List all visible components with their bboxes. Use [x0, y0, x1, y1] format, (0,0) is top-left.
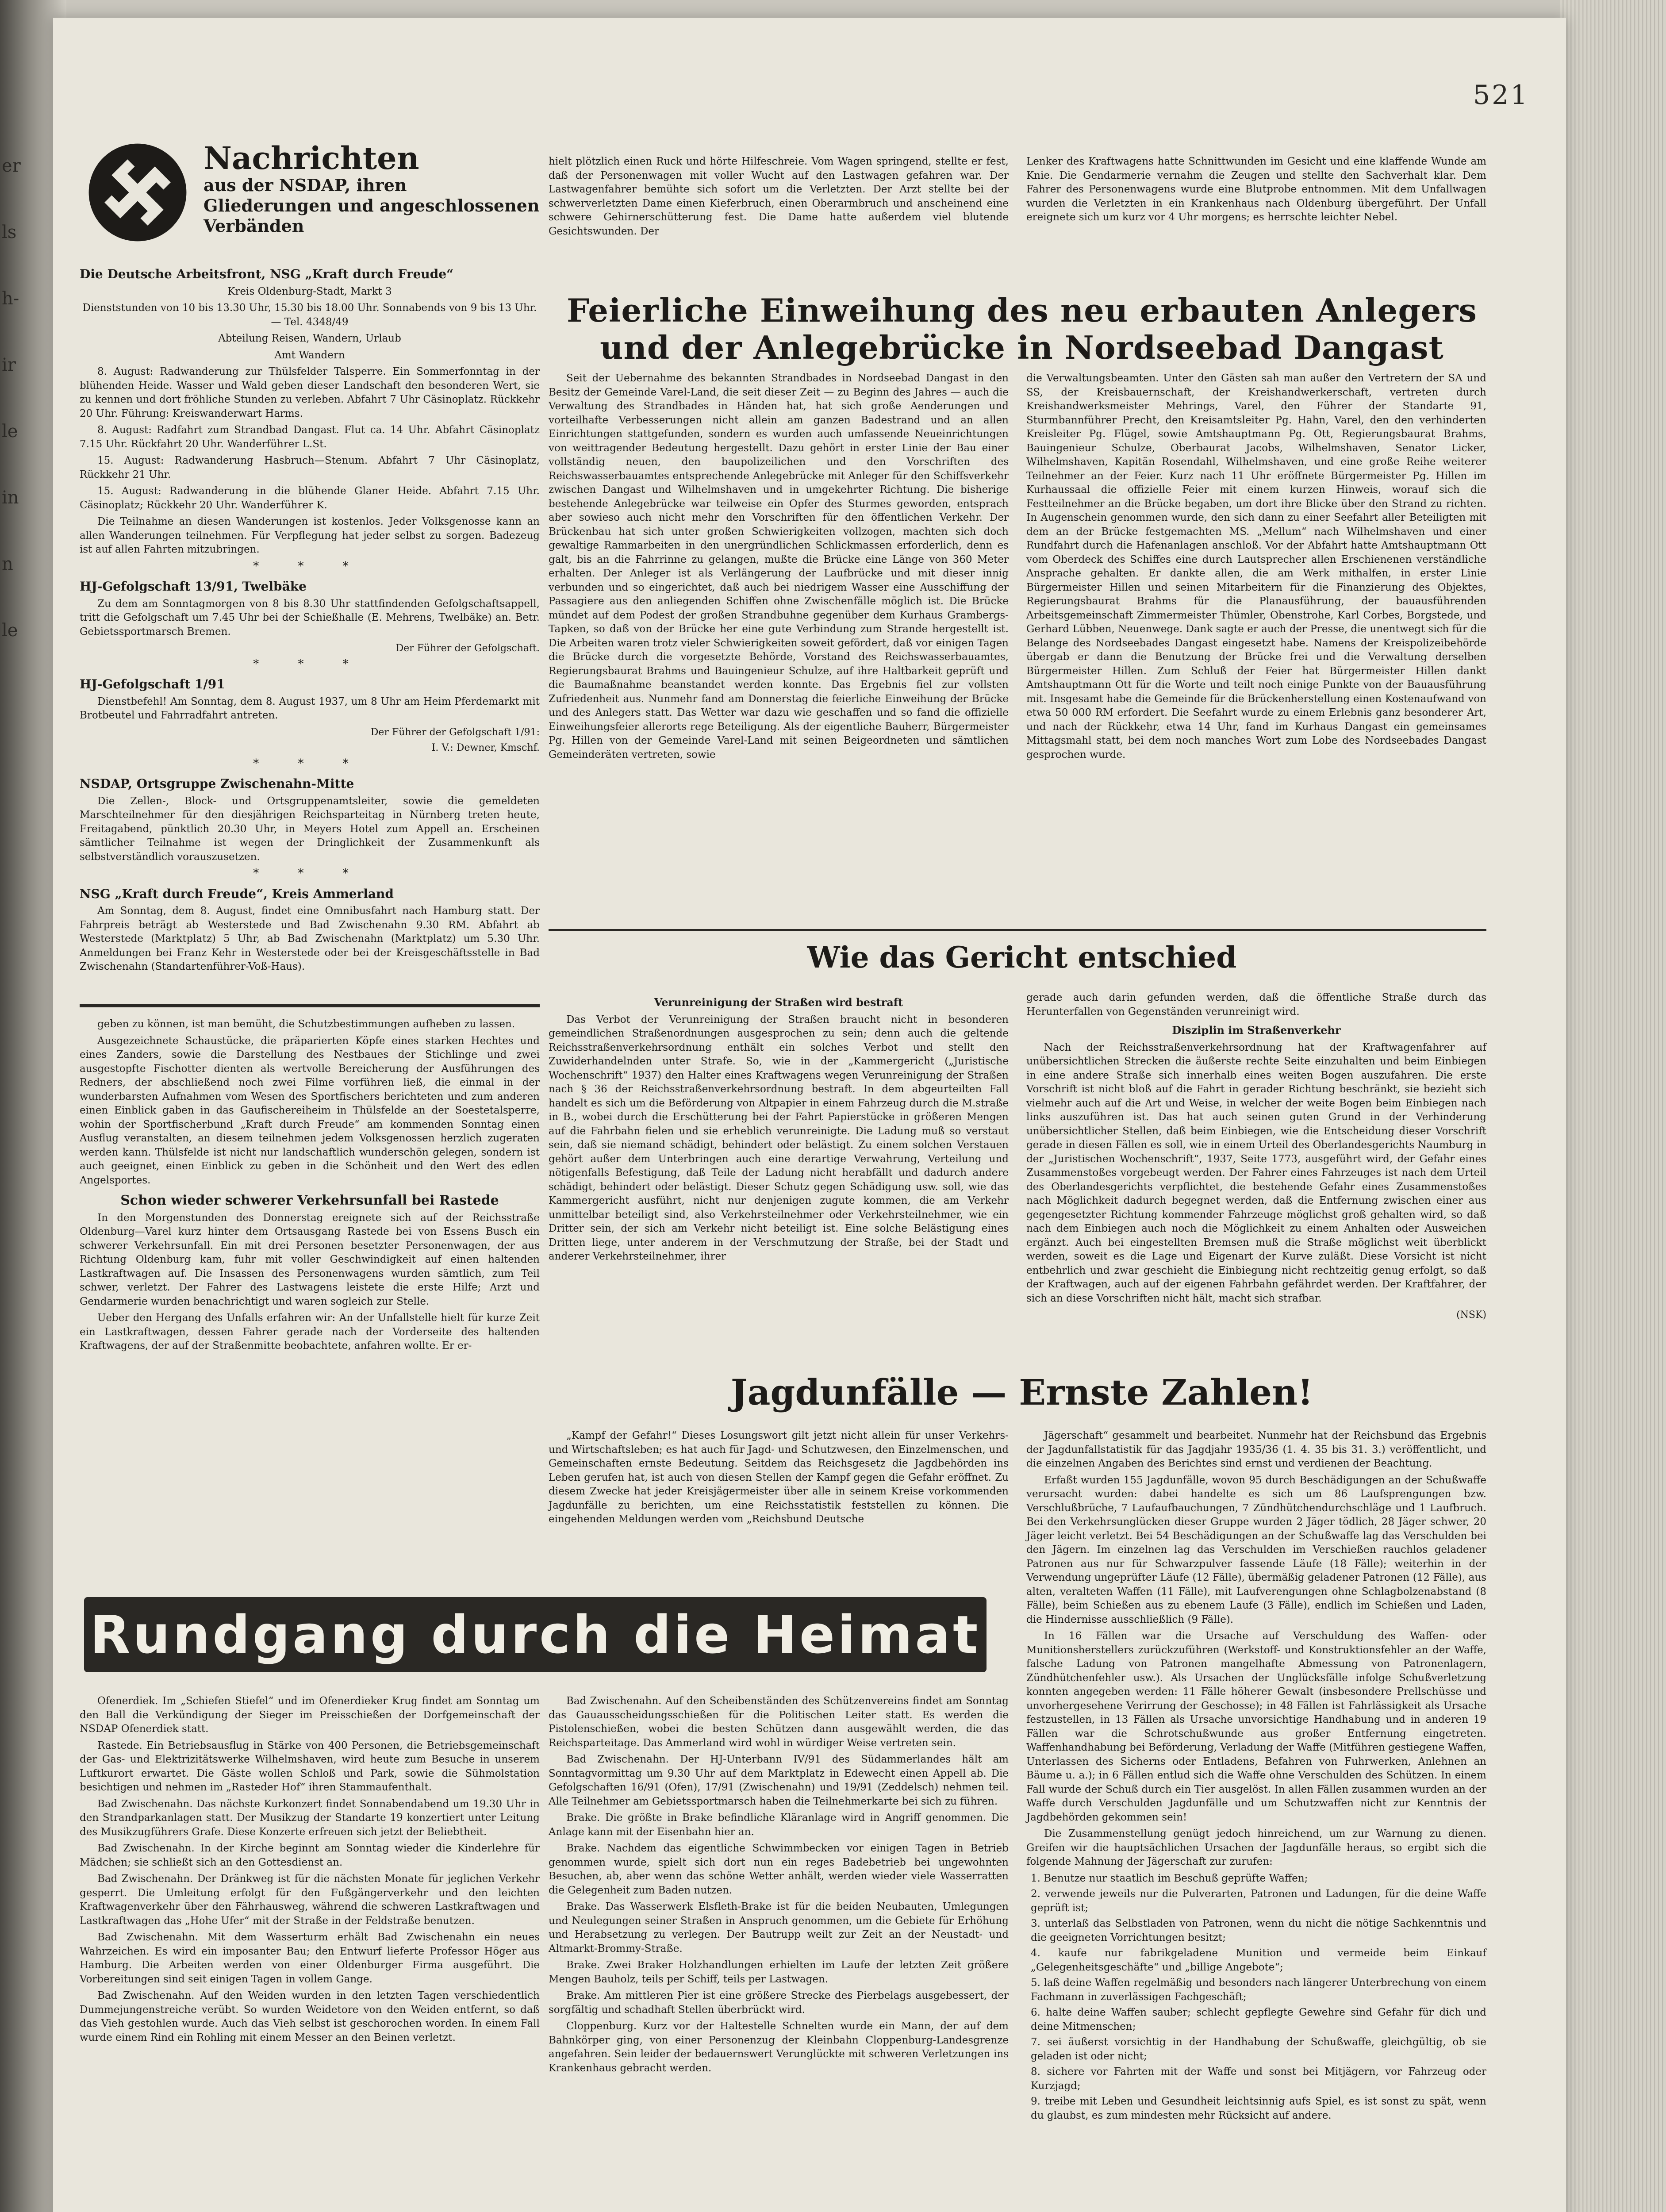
daf-item: 8. August: Radfahrt zum Strandbad Dangast. Flut ca. 14 Uhr. Abfahrt Cäsinoplatz 7.15 Uhr. Rückfahrt 20 Uhr. Wanderführer L.St.	[80, 424, 540, 450]
separator-stars: * * *	[253, 559, 366, 573]
heimat-item: Bad Zwischenahn. Auf den Weiden wurden in den letzten Tagen verschiedentlich Dummejungenstreiche verübt. So wurden Weidetore von den Weiden entfernt, so daß das Vieh gestohlen wurde. Auch das Vieh selbst ist geschorochen worden. In einem Fall wurde einem Rind ein Rohling mit einem Messer an den Beinen verletzt.	[80, 1990, 540, 2043]
heimat-item: Brake. Nachdem das eigentliche Schwimmbecken vor einigen Tagen in Betrieb genommen wurde, spielt sich dort nun ein reges Badebetrieb bei ungewohnten Besuchen, ab, aber wenn das schöne Wetter anhält, werden wieder viele Wasserratten die Gelegenheit zum Baden nutzen.	[549, 1843, 1009, 1896]
dangast-col2-text: die Verwaltungsbeamten. Unter den Gästen sah man außer den Vertretern der SA und SS, der Kreisbauernschaft, der Kreishandwerkerschaft, vertreten durch Kreishandwerksmeister Mehrings, Varel, den Führer der Standarte 91, Sturmbannführer Precht, den Kreisamtsleiter Pg. Hahn, Varel, den den verhinderten Kreisleiter Pg. Flügel, sowie Amtshauptmann Pg. Ott, Regierungsbaurat Brahms, Bauingenieur Schulze, Oberbaurat Jacobs, Wilhelmshaven, Senator Licker, Wilhelmshaven, Kapitän Rosendahl, Wilhelmshaven, und eine große Reihe weiterer Teilnehmer an der Feier. Kurz nach 11 Uhr eröffnete Bürgermeister Pg. Hillen im Kurhaussaal die offizielle Feier mit einem kurzen Hinweis, worauf sich die Festteilnehmer an die Brücke begaben, um dort ihre Blicke über den Strand zu richten. In Augenschein genommen wurde, den sich dann zu einer Seefahrt aller Beteiligten mit dem an der Brücke festgemachten MS. „Mellum“ nach Wilhelmshaven und einer Rundfahrt durch die Hafenanlagen anschloß. Vor der Abfahrt hatte Amtshauptmann Ott vom Oberdeck des Schiffes eine durch Lautsprecher allen Erschienenen verständliche Ansprache gehalten. Er dankte allen, die am Werk mithalfen, in erster Linie Bürgermeister Hillen und seinen Mitarbeitern für die Finanzierung des Objektes, Regierungsbaurat Brahms für die Planausführung, der bauausführenden Arbeitsgemeinschaft Zimmermeister Thümler, Obenstrohe, Karl Corbes, Borgstede, und Gerhard Lübben, Neuenwege. Dank sagte er auch der Presse, die unentwegt sich für die Belange des Nordseebades Dangast eingesetzt habe. Namens der Kreispolizeibehörde übergab er dann die Benutzung der Brücke frei und die Verwaltung derselben Bürgermeister Hillen. Zum Schluß der Feier hat Bürgermeister Hillen dankt Amtshauptmann Ott für die Worte und teilt noch einige Punkte von der Bauausführung mit. Insgesamt habe die Gemeinde für die Brückenherstellung einen Kostenaufwand von etwa 50 000 RM erfordert. Die Seefahrt wurde zu einem Erlebnis ganz besonderer Art, und nach der Rückkehr, etwa 14 Uhr, fand im Kurhaus Dangast ein gemeinsames Mittagsmahl statt, bei dem noch manches Wort zum Lobe des Nordseebades Dangast gesprochen wurde.	[1026, 373, 1486, 760]
jagd-warning-item: 3. unterlaß das Selbstladen von Patronen, wenn du nicht die nötige Sachkenntnis und die geeigneten Vorrichtungen besitzt;	[1031, 1918, 1486, 1943]
dangast-col1-text: Seit der Uebernahme des bekannten Strandbades in Nordseebad Dangast in den Besitz der Gemeinde Varel-Land, die seit dieser Zeit — zu Beginn des Jahres — auch die Verwaltung des Strandbades in Händen hat, hat sich große Aenderungen und vorteilhafte Verbesserungen nicht allein am ganzen Badestrand und an allen Einrichtungen stattgefunden, sondern es wurden auch umfassende Neueinrichtungen von weittragender Bedeutung hergestellt. Dazu gehört in erster Linie der Bau einer vollständig neuen, den baupolizeilichen und den Vorschriften des Reichswasserbauamtes entsprechende Anlegebrücke mit Anleger für den Schiffsverkehr zwischen Dangast und Wilhelmshaven und in umgekehrter Richtung. Die bisherige bestehende Anlegebrücke war teilweise ein Opfer des Sturmes geworden, entsprach aber sowieso auch nicht mehr den Vorschriften für den öffentlichen Verkehr. Der Brückenbau hat sich unter großen Schwierigkeiten vollzogen, machten sich doch gewaltige Rammarbeiten in den unergründlichen Schlickmassen erforderlich, denn es galt, bis an die Fahrrinne zu gelangen, mußte die Brücke eine Länge von 360 Meter erhalten. Der Anleger ist als Verlängerung der Laufbrücke und mit dieser innig verbunden und so eingerichtet, daß auch bei niedrigem Wasser eine Ausschiffung der Passagiere aus den anliegenden Schiffen ohne Zwischenfälle möglich ist. Die Brücke mündet auf dem Podest der großen Strandbuhne gegenüber dem Kurhaus Grambergs-Tapken, so daß von der Brücke her eine gute Verbindung zum Strande hergestellt ist. Die Arbeiten waren trotz vieler Schwierigkeiten soweit gefördert, daß vor einigen Tagen die Brücke durch die vorgesetzte Behörde, Vorstand des Reichswasserbauamtes, Regierungsbaurat Brahms und Bauingenieur Schulze, auf ihre Haltbarkeit geprüft und die Baumaßnahme beanstandet werden konnte. Das Ergebnis fiel zur vollsten Zufriedenheit aus. Nunmehr fand am Donnerstag die feierliche Einweihung der Brücke und des Anlegers statt. Das Wetter war dazu wie geschaffen und so fand die offizielle Einweihungsfeier allerorts rege Beteiligung. Als der eigentliche Bauherr, Bürgermeister Pg. Hillen von der Gemeinde Varel-Land mit seinen Beigeordneten und sämtlichen Gemeinderäten vertreten, sowie	[549, 373, 1009, 760]
dangast-column-1	[549, 372, 1009, 764]
gericht-subheading-1: Verunreinigung der Straßen wird bestraft	[654, 996, 903, 1009]
hj1-signature: Der Führer der Gefolgschaft.	[395, 643, 540, 654]
gutter-letter: er	[2, 156, 21, 176]
gericht-column-1	[549, 991, 1009, 1267]
hj2-signature-deputy: I. V.: Dewner, Kmschf.	[431, 742, 540, 753]
jagd-paragraph: Erfaßt wurden 155 Jagdunfälle, wovon 95 durch Beschädigungen an der Schußwaffe verursacht wurden: dabei handelte es sich um 86 Laufsprengungen bzw. Verschlußbrüche, 7 Laufaufbauchungen, 7 Zündhütchendurchschläge und 1 Laufbruch. Bei den Verkehrsunglücken dieser Gruppe wurden 2 Jäger tödlich, 28 Jäger schwer, 20 Jäger leicht verletzt. Bei 54 Beschädigungen an der Schußwaffe lag das Verschulden bei den Jägern. Im einzelnen lag das Verschulden im Verschießen rauchlos geladener Patronen aus nur für Schwarzpulver fassende Läufe (18 Fälle); weiterhin in der Verwendung ungeprüfter Läufe (12 Fälle), übermäßig geladener Patronen (12 Fälle), aus alten, veralteten Waffen (11 Fälle), mit Laufverengungen ohne Schlagbolzenabstand (8 Fälle), beim Schießen aus zu ebenem Laufe (3 Fälle), endlich im Schießen und Laden, die Hindernisse ausschließlich (9 Fälle).	[1026, 1474, 1486, 1625]
heimat-col1-items	[80, 1694, 540, 2045]
dangast-headline: Feierliche Einweihung des neu erbauten Anlegers und der Anlegebrücke in Nordseebad Dangast	[567, 292, 1477, 366]
gericht-col2b-text: Nach der Reichsstraßenverkehrsordnung hat der Kraftwagenfahrer auf unübersichtlichen Strecken die äußerste rechte Seite einzuhalten und beim Einbiegen in eine andere Straße sich innerhalb eines weiten Bogen auszufahren. Die erste Vorschrift ist nicht bloß auf die Fahrt in gerader Richtung beschränkt, sie bezieht sich vielmehr auch auf die Art und Weise, in welcher der weite Bogen beim Einbiegen nach links auszuführen ist. Das hat auch seinen guten Grund in der Verhinderung unübersichtlicher Stellen, daß beim Einbiegen, wie die Entscheidung dieser Vorschrift gerade in diesen Fällen es soll, wie in einem Urteil des Oberlandesgerichts Naumburg in der „Juristischen Wochenschrift“, 1937, Seite 1773, ausgeführt wird, der Gefahr eines Zusammenstoßes vorgebeugt werden. Der Fahrer eines Fahrzeuges ist nach dem Urteil des Oberlandesgerichts verpflichtet, die bestehende Gefahr eines Zusammenstoßes nach Möglichkeit dadurch begegnet werden, daß die Entfernung zwischen einer aus gegengesetzter Richtung kommender Fahrzeuge möglichst groß gehalten wird, so daß nach dem Einbiegen auch noch die Möglichkeit zu einem Anhalten oder Ausweichen ergänzt. Auch bei eingestellten Bremsen muß die Straße möglichst weit überblickt werden, soweit es die Lage und Eigenart der Kurve zuläßt. Diese Vorsicht ist nicht entbehrlich und zwar geschieht die Einbiegung nicht rechtzeitig genug erfolgt, so daß der Kraftwagen, auch auf der eigenen Fahrbahn gefährdet werden. Der Kraftfahrer, der sich an diese Vorschriften nicht hält, macht sich strafbar.	[1026, 1041, 1486, 1304]
gericht-column-2	[1026, 991, 1486, 1322]
heimat-item: Cloppenburg. Kurz vor der Haltestelle Schnelten wurde ein Mann, der auf dem Bahnkörper ging, von einer Personenzug der Kleinbahn Cloppenburg-Landesgrenze angefahren. Sein leider der bedauernswert Verunglückte mit schweren Verletzungen ins Krankenhaus gebracht werden.	[549, 2020, 1009, 2074]
heimat-banner-text: Rundgang durch die Heimat	[90, 1604, 981, 1665]
schutz-paragraphs	[80, 1018, 540, 1187]
gutter-letter: ls	[2, 222, 17, 242]
jagd-warning-item: 5. laß deine Waffen regelmäßig und besonders nach längerer Unterbrechung von einem Fachmann in zuverlässigen Fachgeschäft;	[1031, 1977, 1486, 2003]
daf-info-line: Abteilung Reisen, Wandern, Urlaub	[218, 333, 401, 344]
heimat-item: Bad Zwischenahn. In der Kirche beginnt am Sonntag wieder die Kinderlehre für Mädchen; sie schließt sich an den Gottesdienst an.	[80, 1843, 540, 1868]
daf-item: 15. August: Radwanderung in die blühende Glaner Heide. Abfahrt 7.15 Uhr. Cäsinoplatz; Rückkehr 20 Uhr. Wanderführer K.	[80, 485, 540, 511]
heimat-column-1	[80, 1694, 540, 2047]
jagd-warning-item: 9. treibe mit Leben und Gesundheit leichtsinnig aufs Spiel, es ist sonst zu spät, wenn du glaubst, es zum mindesten mehr Rücksicht auf andere.	[1031, 2096, 1486, 2121]
jagd-column-2	[1026, 1429, 1486, 2124]
jagd-warning-item: 7. sei äußerst vorsichtig in der Handhabung der Schußwaffe, gleichgültig, ob sie geladen ist oder nicht;	[1031, 2036, 1486, 2062]
nachrichten-heading: Nachrichten	[203, 140, 419, 177]
nachrichten-subheading: aus der NSDAP, ihren Gliederungen und angeschlossenen Verbänden	[203, 175, 540, 236]
gutter-letter: le	[2, 620, 18, 641]
gutter-letter: n	[2, 554, 13, 574]
dangast-column-2	[1026, 372, 1486, 764]
verkehrsunfall-title: Schon wieder schwerer Verkehrsunfall bei Rastede	[120, 1193, 499, 1208]
jagd-column-1	[549, 1429, 1009, 1529]
hj2-signature: Der Führer der Gefolgschaft 1/91:	[370, 726, 540, 738]
heimat-item: Rastede. Ein Betriebsausflug in Stärke von 400 Personen, die Betriebsgemeinschaft der Gas- und Elektrizitätswerke Wilhelmshaven, wird heute zum Besuche in unserem Luftkurort erwartet. Die Gäste wollen Schloß und Park, sowie die Sühmolstation besichtigen und nehmen im „Rasteder Hof“ ihren Stammaufenthalt.	[80, 1740, 540, 1793]
nsg-text: Am Sonntag, dem 8. August, findet eine Omnibusfahrt nach Hamburg statt. Der Fahrpreis beträgt ab Westerstede und Bad Zwischenahn 9.30 RM. Abfahrt ab Westerstede (Marktplatz) 5 Uhr, ab Bad Zwischenahn (Marktplatz) um 5.30 Uhr. Anmeldungen bei Franz Kehr in Westerstede oder bei der Kreisgeschäftsstelle in Bad Zwischenahn (Standartenführer-Voß-Haus).	[80, 905, 540, 972]
swastika-emblem	[87, 142, 188, 243]
section-rule	[80, 1004, 540, 1007]
page-number: 521	[1473, 80, 1529, 111]
jagd-warning-item: 4. kaufe nur fabrikgeladene Munition und vermeide beim Einkauf „Gelegenheitsgeschäfte“ und „billige Angebote“;	[1031, 1947, 1486, 1973]
heimat-item: Bad Zwischenahn. Der Dränkweg ist für die nächsten Monate für jeglichen Verkehr gesperrt. Die Umleitung erfolgt für den Fußgängerverkehr und den leichten Kraftwagenverkehr über den Fährhausweg, während die schweren Lastkraftwagen und Lastkraftwagen das „Hohe Ufer“ mit der Straße in der Feldstraße benutzen.	[80, 1873, 540, 1927]
daf-info-line: Amt Wandern	[274, 349, 345, 361]
hj2-title: HJ-Gefolgschaft 1/91	[80, 677, 225, 691]
gericht-source: (NSK)	[1456, 1310, 1486, 1321]
heimat-banner	[84, 1597, 987, 1672]
schutz-paragraph: Ausgezeichnete Schaustücke, die präparierten Köpfe eines starken Hechtes und eines Zanders, sowie die Darstellung des Nestbaues der Stichlinge und zwei ausgestopfte Fischotter dienten als wertvolle Bereicherung der Ausführungen des Redners, der abschließend noch zwei Filme vorführen ließ, die einmal in der wunderbarsten Aufnahmen vom Wesen des Sportfischers berichteten und zum anderen einen Einblick gaben in das Gaufischereiheim in Thülsfelde an der Soestetalsperre, wohin der Sportfischerbund „Kraft durch Freude“ am kommenden Sonntag einen Ausflug veranstalten, an diesem teilnehmen jedem Volksgenossen herzlich zugeraten werden kann. Thülsfelde ist nicht nur landschaftlich wunderschön gelegen, sondern ist auch geeignet, einen Einblick zu geben in die Schönheit und den Wert des edlen Angelsportes.	[80, 1035, 540, 1186]
gutter-letter: h-	[2, 288, 19, 309]
separator-stars: * * *	[253, 657, 366, 671]
heimat-item: Bad Zwischenahn. Das nächste Kurkonzert findet Sonnabendabend um 19.30 Uhr in den Strandparkanlagen statt. Der Musikzug der Standarte 19 konzertiert unter Leitung des Musikzugführers Grafe. Diese Konzerte erfreuen sich jetzt der Beliebtheit.	[80, 1798, 540, 1838]
heimat-item: Bad Zwischenahn. Der HJ-Unterbann IV/91 des Südammerlandes hält am Sonntagvormittag um 9.30 Uhr auf dem Marktplatz in Edewecht einen Appell ab. Die Gefolgschaften 16/91 (Ofen), 17/91 (Zwischenahn) und 19/91 (Zeddelsch) nehmen teil. Alle Teilnehmer am Gebietssportmarsch haben die Teilnehmerkarte bei sich zu führen.	[549, 1754, 1009, 1807]
verkehrsunfall-continued	[549, 155, 1009, 241]
heimat-item: Brake. Am mittleren Pier ist eine größere Strecke des Pierbelags ausgebessert, der sorgfältig und schadhaft Stellen überbrückt wird.	[549, 1990, 1009, 2016]
daf-info-line: Dienststunden von 10 bis 13.30 Uhr, 15.30 bis 18.00 Uhr. Sonnabends von 9 bis 13 Uhr. — Tel. 4348/49	[82, 302, 537, 328]
daf-title: Die Deutsche Arbeitsfront, NSG „Kraft durch Freude“	[80, 267, 454, 281]
jagd-col1-text: „Kampf der Gefahr!“ Dieses Losungswort gilt jetzt nicht allein für unser Verkehrs- und Wirtschaftsleben; es hat auch für Jagd- und Schutzwesen, den Einzelmenschen, und Gemeinschaften ernste Bedeutung. Seitdem das Reichsgesetz die Jagdbehörden ins Leben gerufen hat, ist auch von diesen Stellen der Kampf gegen die Gefahr eröffnet. Zu diesem Zwecke hat jeder Kreisjägermeister über alle in seinem Kreise vorkommenden Jagdunfälle zu berichten, um eine Reichsstatistik feststellen zu können. Die eingehenden Meldungen werden vom „Reichsbund Deutsche	[549, 1430, 1009, 1525]
heimat-item: Ofenerdiek. Im „Schiefen Stiefel“ und im Ofenerdieker Krug findet am Sonntag um den Ball die Verkündigung der Sieger im Preisschießen der Dorfgemeinschaft der NSDAP Ofenerdiek statt.	[80, 1695, 540, 1735]
gericht-headline: Wie das Gericht entschied	[807, 940, 1237, 975]
daf-items	[80, 365, 540, 557]
verkehrsunfall-para-2: Ueber den Hergang des Unfalls erfahren wir: An der Unfallstelle hielt für kurze Zeit ein Lastkraftwagen, dessen Fahrer gerade nach der Vorderseite des haltenden Kraftwagens, der auf der Straßenmitte beobachtete, anfahren wollte. Er er-	[80, 1312, 540, 1352]
heimat-item: Brake. Die größte in Brake befindliche Kläranlage wird in Angriff genommen. Die Anlage kann mit der Eisenbahn hier an.	[549, 1812, 1009, 1838]
heimat-col2-items	[549, 1694, 1009, 2075]
gericht-col1-text: Das Verbot der Verunreinigung der Straßen braucht nicht in besonderen gemeindlichen Straßenordnungen ausgesprochen zu sein; denn auch die geltende Reichsstraßenverkehrsordnung enthält ein solches Verbot und stellt den Zuwiderhandelnden unter Strafe. So, wie in der „Kammergericht („Juristische Wochenschrift“ 1937) den Halter eines Kraftwagens wegen Verunreinigung der Straßen nach § 36 der Reichsstraßenverkehrsordnung bestraft. In dem abgeurteilten Fall handelt es sich um die Beförderung von Altpapier in einem Fahrzeug durch die M.straße in B., wobei durch die Erschütterung bei der Fahrt Papierstücke in größeren Mengen auf die Fahrbahn fielen und sie erheblich verunreinigte. Die Ladung muß so verstaut sein, daß sie niemand schädigt, behindert oder belästigt. Zu einem solchen Verstauen gehört außer dem Unterbringen auch eine derartige Verwahrung, Verteilung und nötigenfalls Befestigung, daß Teile der Ladung nicht herabfällt und dadurch andere schädigt, behindert oder belästigt. Dieser Schutz gegen Schädigung usw. soll, wie das Kammergericht ausführt, nicht nur denjenigen zugute kommen, die am Verkehr unmittelbar beteiligt sind, also Verkehrsteilnehmer oder Verkehrsteilnehmer, wie ein Dritter sein, der sich am Verkehr nicht beteiligt ist. Eine solche Belästigung eines Dritten liege, unter anderem in der Verschmutzung der Straße, bei der Stadt und anderer Verkehrsteilnehmer, ihrer	[549, 1014, 1009, 1262]
jagd-paragraph: In 16 Fällen war die Ursache auf Verschuldung des Waffen- oder Munitionsherstellers zurückzuführen (Werkstoff- und Konstruktionsfehler an der Waffe, falsche Ladung von Patronen mangelhafte Abmessung von Patronenlagern, Zündhütchenfehler usw.). Als Ursachen der Unglücksfälle infolge Schußverletzung konnten angegeben werden: 11 Fälle höherer Gewalt (insbesondere Prellschüsse und unvorhergesehene Verirrung der Geschosse); in 48 Fällen ist Fahrlässigkeit als Ursache festzustellen, in 13 Fällen als Ursache unvorsichtige Handhabung und in anderen 19 Fällen war die Schrotschußwunde aus großer Entfernung eingetreten. Waffenhandhabung bei Beförderung, Verladung der Waffe (Mitführen gestiegene Waffen, Unterlassen des Sicherns oder Entladens, Befahren von Fuhrwerken, Anlehnen an Bäume u. a.); in 6 Fällen entlud sich die Waffe ohne Verschulden des Schützen. In einem Fall wurde der Schuß durch ein Tier ausgelöst. In allen Fällen zusammen wurden an der Waffe durch Verschulden Jagdunfälle und um Schutzwaffen nicht zur Kenntnis der Jagdbehörden gekommen sein!	[1026, 1630, 1486, 1823]
gutter-letter: le	[2, 421, 18, 442]
nachrichten-masthead	[203, 142, 540, 236]
hj2-text: Dienstbefehl! Am Sonntag, dem 8. August 1937, um 8 Uhr am Heim Pferdemarkt mit Brotbeutel und Fahrradfahrt antreten.	[80, 695, 540, 721]
verkehrsunfall-continued-2	[1026, 155, 1486, 227]
jagd-warning-item: 6. halte deine Waffen sauber; schlecht gepflegte Gewehre sind Gefahr für dich und deine Mitmenschen;	[1031, 2007, 1486, 2032]
hj1-title: HJ-Gefolgschaft 13/91, Twelbäke	[80, 579, 307, 594]
nsdap-title: NSDAP, Ortsgruppe Zwischenahn-Mitte	[80, 776, 354, 791]
verkehrsunfall-para-3: hielt plötzlich einen Ruck und hörte Hilfeschreie. Vom Wagen springend, stellte er fest, daß der Personenwagen mit voller Wucht auf den Lastwagen gefahren war. Der Lastwagenfahrer bemühte sich sofort um die Verletzten. Der Arzt stellte bei der schwerverletzten Dame einen Kieferbruch, einen Oberarmbruch und anscheinend eine schwere Gehirnerschütterung fest. Die Dame hatte außerdem viel blutende Gesichtswunden. Der	[549, 156, 1009, 237]
schutz-column	[80, 1018, 540, 1356]
jagd-headline: Jagdunfälle — Ernste Zahlen!	[730, 1371, 1313, 1413]
nsg-title: NSG „Kraft durch Freude“, Kreis Ammerland	[80, 886, 394, 901]
jagd-warning-item: 2. verwende jeweils nur die Pulverarten, Patronen und Ladungen, für die deine Waffe geprüft ist;	[1031, 1888, 1486, 1914]
page-edges	[1560, 0, 1666, 2212]
verkehrsunfall-para-4: Lenker des Kraftwagens hatte Schnittwunden im Gesicht und eine klaffende Wunde am Knie. Die Gendarmerie vernahm die Zeugen und stellte den Sachverhalt klar. Dem Fahrer des Personenwagens wurde eine Blutprobe entnommen. Mit dem Unfallwagen wurden die Verletzten in ein Krankenhaus nach Oldenburg übergeführt. Der Unfall ereignete sich um kurz vor 4 Uhr morgens; es herrschte leichter Nebel.	[1026, 156, 1486, 223]
hj1-text: Zu dem am Sonntagmorgen von 8 bis 8.30 Uhr stattfindenden Gefolgschaftsappell, tritt die Gefolgschaft um 7.45 Uhr bei der Schießhalle (E. Mehrens, Twelbäke) an. Betr. Gebietssportmarsch Bremen.	[80, 598, 540, 637]
jagd-col2-paragraphs	[1026, 1429, 1486, 1869]
gutter-letter: ir	[2, 355, 16, 375]
daf-item: Die Teilnahme an diesen Wanderungen ist kostenlos. Jeder Volksgenosse kann an allen Wanderungen teilnehmen. Für Verpflegung hat jeder selbst zu sorgen. Badezeug ist auf allen Fahrten mitzubringen.	[80, 516, 540, 555]
daf-item: 15. August: Radwanderung Hasbruch—Stenum. Abfahrt 7 Uhr Cäsinoplatz, Rückkehr 21 Uhr.	[80, 455, 540, 480]
heimat-item: Brake. Zwei Braker Holzhandlungen erhielten im Laufe der letzten Zeit größere Mengen Bauholz, teils per Schiff, teils per Lastwagen.	[549, 1959, 1009, 1985]
gericht-col2a-text: gerade auch darin gefunden werden, daß die öffentliche Straße durch das Herunterfallen von Gegenständen verunreinigt wird.	[1026, 992, 1486, 1018]
schutz-paragraph: geben zu können, ist man bemüht, die Schutzbestimmungen aufheben zu lassen.	[97, 1018, 515, 1030]
jagd-paragraph: Die Zusammenstellung genügt jedoch hinreichend, um zur Warnung zu dienen. Greifen wir die hauptsächlichen Ursachen der Jagdunfälle heraus, so ergibt sich die folgende Mahnung der Jägerschaft zur zurufen:	[1026, 1828, 1486, 1867]
gericht-subheading-2: Disziplin im Straßenverkehr	[1172, 1024, 1341, 1037]
separator-stars: * * *	[253, 757, 366, 770]
separator-stars: * * *	[253, 867, 366, 880]
nachrichten-column	[80, 261, 540, 977]
jagd-warning-item: 1. Benutze nur staatlich im Beschuß geprüfte Waffen;	[1031, 1872, 1308, 1884]
gutter-letter-fragments	[2, 133, 21, 664]
jagd-paragraph: Jägerschaft“ gesammelt und bearbeitet. Nunmehr hat der Reichsbund das Ergebnis der Jagdunfallstatistik für das Jagdjahr 1935/36 (1. 4. 35 bis 31. 3.) veröffentlicht, und die einzelnen Angaben des Berichtes sind ernst und verdienen der Beachtung.	[1026, 1430, 1486, 1469]
daf-info	[80, 285, 540, 363]
nsdap-text: Die Zellen-, Block- und Ortsgruppenamtsleiter, sowie die gemeldeten Marschteilnehmer für den diesjährigen Reichsparteitag in Nürnberg treten heute, Freitagabend, pünktlich 20.30 Uhr, in Meyers Hotel zum Appell an. Erscheinen sämtlicher Teilnahme ist wegen der Dringlichkeit der Zusammenkunft als selbstverständlich vorauszusetzen.	[80, 795, 540, 863]
heimat-item: Brake. Das Wasserwerk Elsfleth-Brake ist für die beiden Neubauten, Umlegungen und Neulegungen seiner Straßen in Anspruch genommen, um die Gebiete für Erhöhung und Herabsetzung zu verlegen. Der Bautrupp weilt zur Zeit an der Neustadt- und Altmarkt-Brommy-Straße.	[549, 1901, 1009, 1955]
heimat-item: Bad Zwischenahn. Mit dem Wasserturm erhält Bad Zwischenahn ein neues Wahrzeichen. Es wird ein imposanter Bau; den Entwurf lieferte Professor Höger aus Hamburg. Die Arbeiten werden von einer Oldenburger Firma ausgeführt. Die Vorbereitungen sind seit einigen Tagen in vollem Gange.	[80, 1932, 540, 1985]
heimat-column-2	[549, 1694, 1009, 2078]
daf-item: 8. August: Radwanderung zur Thülsfelder Talsperre. Ein Sommerfonntag in der blühenden Heide. Wasser und Wald geben dieser Landschaft den besonderen Wert, sie zu kennen und dort fröhliche Stunden zu verleben. Abfahrt 7 Uhr Cäsinoplatz. Rückkehr 20 Uhr. Führung: Kreiswanderwart Harms.	[80, 366, 540, 419]
jagd-warning-item: 8. sichere vor Fahrten mit der Waffe und sonst bei Mitjägern, vor Fahrzeug oder Kurzjagd;	[1031, 2066, 1486, 2092]
daf-info-line: Kreis Oldenburg-Stadt, Markt 3	[227, 285, 392, 297]
heimat-item: Bad Zwischenahn. Auf den Scheibenständen des Schützenvereins findet am Sonntag das Gauausscheidungsschießen für die Politischen Leiter statt. Es werden die Pistolenschießen, wobei die besten Schützen dann ausgewählt werden, die das Reichsparteitage. Das Ammerland wird wohl in würdiger Weise vertreten sein.	[549, 1695, 1009, 1749]
verkehrsunfall-para-1: In den Morgenstunden des Donnerstag ereignete sich auf der Reichsstraße Oldenburg—Varel kurz hinter dem Ortsausgang Rastede bei von Essens Busch ein schwerer Verkehrsunfall. Ein mit drei Personen besetzter Personenwagen, der aus Richtung Oldenburg kam, fuhr mit voller Geschwindigkeit auf einen haltenden Lastkraftwagen auf. Die Insassen des Personenwagens wurden sämtlich, zum Teil schwer, verletzt. Der Fahrer des Lastwagens leistete die erste Hilfe; Arzt und Gendarmerie wurden benachrichtigt und waren sogleich zur Stelle.	[80, 1212, 540, 1307]
section-rule	[549, 929, 1486, 931]
jagd-warning-list	[1026, 1872, 1486, 2123]
gutter-letter: in	[2, 488, 19, 508]
